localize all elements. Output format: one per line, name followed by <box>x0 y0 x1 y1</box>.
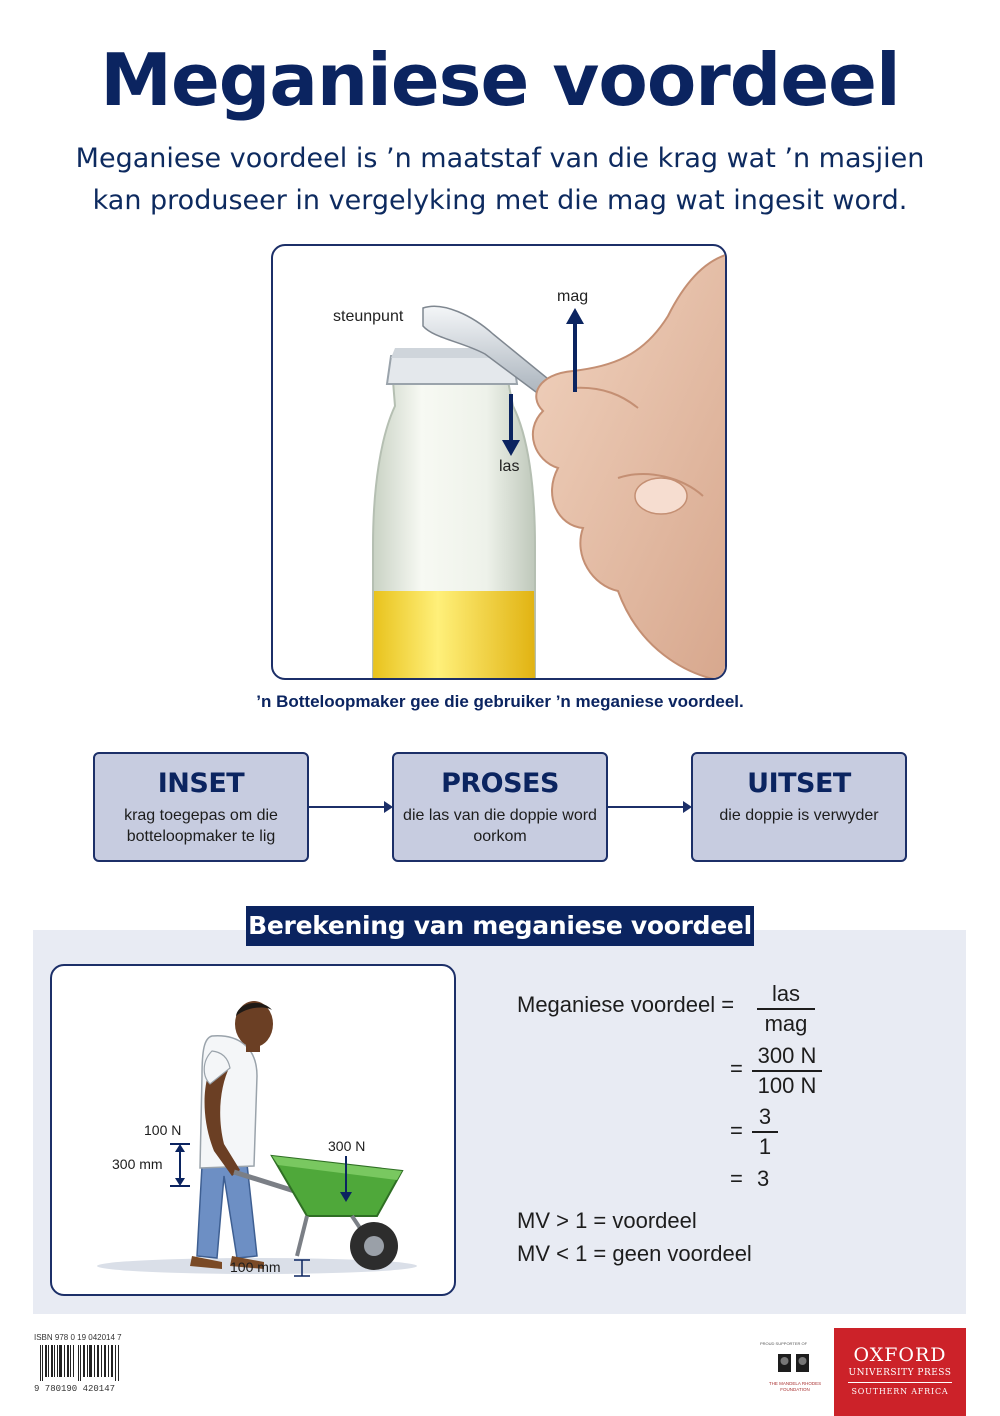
barcode-number: 9 780190 420147 <box>34 1384 116 1394</box>
flow-heading-process: PROSES <box>441 768 559 799</box>
rule-no-advantage: MV < 1 = geen voordeel <box>517 1241 752 1266</box>
wheelbarrow-illustration <box>50 964 456 1296</box>
wheelbarrow-drawing <box>52 966 456 1296</box>
flow-text-output: die doppie is verwyder <box>719 807 879 824</box>
label-effort: mag <box>557 288 589 305</box>
publisher-name: OXFORD <box>853 1344 947 1366</box>
rule-advantage: MV > 1 = voordeel <box>517 1208 697 1233</box>
fraction-denominator: 100 N <box>757 1073 817 1098</box>
barcode <box>40 1345 120 1381</box>
bottle-opener-illustration <box>271 244 727 680</box>
label-effort-distance: 300 mm <box>112 1156 163 1172</box>
intro-line-2: kan produseer in vergelyking met die mag wat ingesit word. <box>92 185 908 216</box>
flow-box-output <box>691 752 907 862</box>
flow-heading-input: INSET <box>157 768 245 799</box>
fraction-values <box>752 1043 822 1099</box>
fraction-numerator: 3 <box>752 1104 778 1133</box>
label-load-force: 300 N <box>328 1138 366 1154</box>
intro-line-1: Meganiese voordeel is ’n maatstaf van die krag wat ’n masjien <box>75 143 925 174</box>
flow-text-input: krag toegepas om die botteloopmaker te lig <box>124 807 278 845</box>
flow-box-process <box>392 752 608 862</box>
fraction-denominator: mag <box>764 1011 808 1036</box>
flow-arrow-1 <box>309 806 391 808</box>
publisher-logo <box>834 1328 966 1416</box>
publisher-subname: UNIVERSITY PRESS <box>848 1368 952 1378</box>
equals-sign: = <box>730 1118 743 1143</box>
label-effort-force: 100 N <box>144 1122 182 1138</box>
calculation-title: Berekening van meganiese voordeel <box>246 906 754 946</box>
flow-arrow-2 <box>608 806 690 808</box>
fraction-numerator: las <box>757 981 815 1010</box>
label-load-distance: 100 mm <box>230 1259 281 1275</box>
fraction-load-over-effort <box>757 981 815 1037</box>
flow-heading-output: UITSET <box>747 768 851 799</box>
foundation-tagline: PROUD SUPPORTER OF <box>760 1341 808 1346</box>
publisher-region: SOUTHERN AFRICA <box>848 1382 952 1396</box>
flow-box-input <box>93 752 309 862</box>
flow-text-process: die las van die doppie word oorkom <box>403 807 597 845</box>
formula-label: Meganiese voordeel = <box>517 992 735 1017</box>
equals-sign: = <box>730 1166 743 1191</box>
fraction-numerator: 300 N <box>752 1043 822 1072</box>
label-load: las <box>499 458 520 475</box>
equals-sign: = <box>730 1056 743 1081</box>
fraction-denominator: 1 <box>758 1134 772 1159</box>
result-value: 3 <box>757 1166 770 1191</box>
fraction-simplified <box>752 1104 778 1160</box>
isbn-text: ISBN 978 0 19 042014 7 <box>34 1333 122 1342</box>
foundation-name: THE MANDELA RHODES FOUNDATION <box>768 1381 822 1392</box>
photo-caption: ’n Botteloopmaker gee die gebruiker ’n meganiese voordeel. <box>256 692 744 711</box>
intro-text <box>60 138 940 222</box>
label-fulcrum: steunpunt <box>333 308 404 325</box>
page-title: Meganiese voordeel <box>100 38 900 122</box>
